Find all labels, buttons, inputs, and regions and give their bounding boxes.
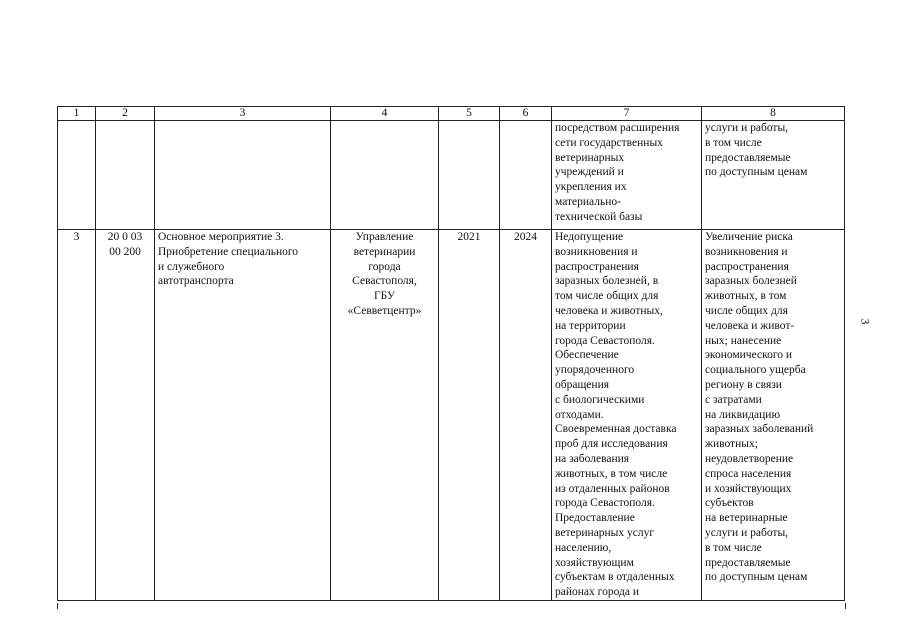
cell-line: учреждений и: [555, 166, 624, 179]
cell-line: услуги и работы,: [705, 526, 789, 539]
executor-cell: [331, 230, 439, 601]
cell-line: в том числе: [705, 541, 762, 554]
cell-line: Увеличение риска: [705, 231, 793, 243]
cell-line: на ветеринарные: [705, 512, 788, 525]
cell-line: возникновения и: [705, 245, 788, 258]
end-year-cell: 2024: [500, 230, 552, 601]
program-table: [57, 106, 845, 601]
table-row: [58, 230, 845, 601]
consequences-cell: [702, 230, 845, 601]
expected-result-cell: [552, 230, 702, 601]
page-number: 3: [858, 318, 873, 325]
cell-line: города Севастополя.: [555, 497, 655, 510]
cell-line: животных, в том: [705, 290, 787, 303]
column-number: 5: [439, 107, 500, 121]
column-number: 3: [155, 107, 331, 121]
cell-line: на ликвидацию: [705, 408, 781, 421]
cell-line: спроса населения: [705, 467, 792, 480]
cell-line: населению,: [555, 541, 612, 554]
cell-line: Основное мероприятие 3.: [158, 231, 284, 243]
cell-line: животных, в том числе: [555, 467, 668, 480]
cell-line: технической базы: [555, 210, 643, 223]
cell-line: предоставляемые: [705, 151, 791, 164]
cell-line: Приобретение специального: [158, 245, 299, 258]
cell-line: «Севветцентр»: [347, 304, 422, 317]
cell-line: города: [368, 260, 401, 273]
column-number: 8: [702, 107, 845, 121]
cell-line: животных;: [705, 438, 758, 451]
cell-line: Недопущение: [555, 231, 624, 243]
cell-line: Севастополя,: [352, 275, 417, 288]
cell-line: автотранспорта: [158, 275, 234, 288]
cell-line: предоставляемые: [705, 556, 791, 569]
start-year-cell: [439, 121, 500, 230]
start-year-cell: 2021: [439, 230, 500, 601]
cell-line: заразных болезней: [705, 275, 797, 288]
cell-line: ветеринарии: [353, 245, 416, 258]
cell-line: числе общих для: [705, 304, 788, 317]
code-cell: [96, 121, 155, 230]
cell-line: Управление: [355, 231, 414, 243]
cell-line: на заболевания: [555, 452, 630, 465]
column-number: 6: [500, 107, 552, 121]
cell-line: по доступным ценам: [705, 571, 808, 584]
table-continuation-edge: [57, 603, 846, 609]
cell-line: распространения: [705, 260, 789, 273]
cell-line: из отдаленных районов: [555, 482, 670, 495]
cell-line: заразных болезней, в: [555, 275, 659, 288]
cell-line: с биологическими: [555, 393, 645, 406]
cell-line: ветеринарных услуг: [555, 526, 655, 539]
cell-line: Предоставление: [555, 512, 635, 525]
cell-line: хозяйствующим: [555, 556, 634, 569]
cell-line: распространения: [555, 260, 639, 273]
column-number-row: [58, 107, 845, 121]
table-row: [58, 121, 845, 230]
cell-line: отходами.: [555, 408, 604, 421]
cell-line: с затратами: [705, 393, 762, 406]
cell-line: возникновения и: [555, 245, 638, 258]
cell-line: том числе общих для: [555, 290, 659, 303]
expected-result-cell: [552, 121, 702, 230]
cell-line: и служебного: [158, 260, 225, 273]
cell-line: экономического и: [705, 349, 793, 362]
cell-line: районах города и: [555, 586, 639, 599]
cell-line: региону в связи: [705, 378, 782, 391]
executor-cell: [331, 121, 439, 230]
code-cell: [96, 230, 155, 601]
cell-line: субъектов: [705, 497, 754, 510]
column-number: 4: [331, 107, 439, 121]
cell-line: 00 200: [109, 245, 141, 258]
cell-line: услуги и работы,: [705, 122, 789, 134]
column-number: 2: [96, 107, 155, 121]
end-year-cell: [500, 121, 552, 230]
cell-line: Своевременная доставка: [555, 423, 677, 436]
cell-line: и хозяйствующих: [705, 482, 792, 495]
cell-line: города Севастополя.: [555, 334, 655, 347]
cell-line: на территории: [555, 319, 626, 332]
cell-line: ГБУ: [374, 290, 395, 303]
cell-line: 20 0 03: [107, 231, 143, 243]
cell-line: Обеспечение: [555, 349, 619, 362]
cell-line: сети государственных: [555, 136, 663, 149]
cell-line: проб для исследования: [555, 438, 668, 451]
cell-line: человека и животных,: [555, 304, 663, 317]
cell-line: упорядоченного: [555, 364, 635, 377]
cell-line: материально-: [555, 195, 621, 208]
row-number-cell: [58, 121, 96, 230]
cell-line: укрепления их: [555, 181, 627, 194]
cell-line: в том числе: [705, 136, 762, 149]
activity-cell: [155, 121, 331, 230]
column-number: 7: [552, 107, 702, 121]
cell-line: заразных заболеваний: [705, 423, 814, 436]
cell-line: ных; нанесение: [705, 334, 782, 347]
cell-line: ветеринарных: [555, 151, 625, 164]
consequences-cell: [702, 121, 845, 230]
cell-line: посредством расширения: [555, 122, 680, 134]
column-number: 1: [58, 107, 96, 121]
cell-line: неудовлетворение: [705, 452, 794, 465]
row-number-cell: 3: [58, 230, 96, 601]
cell-line: обращения: [555, 378, 610, 391]
cell-line: человека и живот-: [705, 319, 795, 332]
activity-cell: [155, 230, 331, 601]
cell-line: по доступным ценам: [705, 166, 808, 179]
cell-line: социального ущерба: [705, 364, 806, 377]
cell-line: субъектам в отдаленных: [555, 571, 675, 584]
